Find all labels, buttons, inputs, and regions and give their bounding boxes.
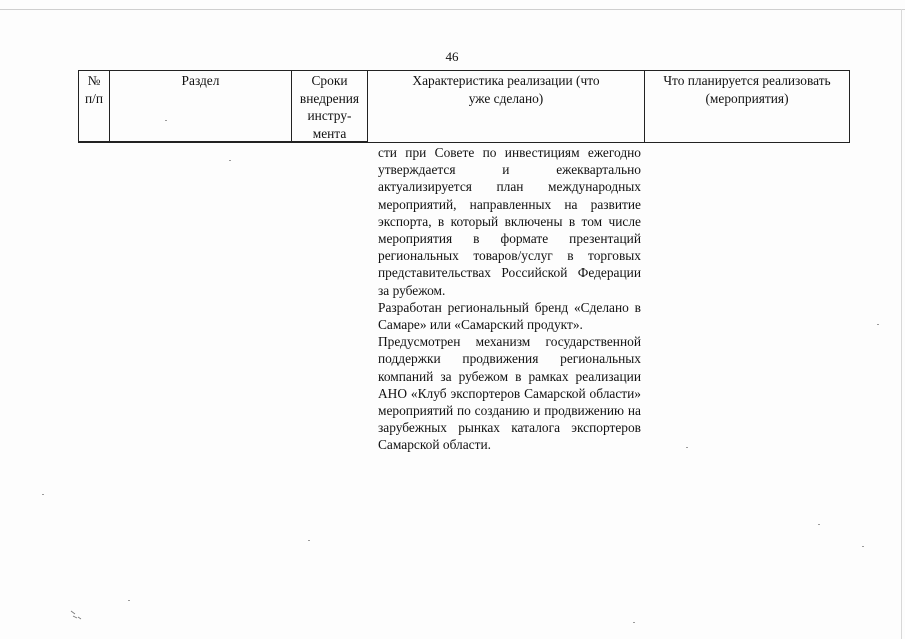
header-planned-label: Что планируется реализовать (мероприятия) [663,73,831,106]
scan-speck [633,622,635,623]
header-row [79,71,850,143]
characteristic-paragraph-3: Предусмотрен механизм государственной поддержки продвижения региональных компаний за рубежом в рамках реализации АНО «Клуб экспортеров Самарской области» мероприятий по созданию и продвижению на зарубежных рынках каталога экспортеров Самарской области. [378,334,641,453]
page-number: 46 [445,49,459,64]
scan-speck [128,600,130,601]
header-terms-label: Сроки внедрения инстру-мента [299,73,360,141]
scan-speck [165,120,167,121]
scan-edge-right [901,9,902,639]
table-header [78,70,850,143]
characteristic-paragraph-2: Разработан региональный бренд «Сделано в Самаре» или «Самарский продукт». [378,299,641,333]
header-num-label: № п/п [84,73,104,106]
characteristic-column [378,144,641,454]
scan-mark-icon [70,610,82,620]
scan-speck [818,524,820,525]
header-section-label: Раздел [181,73,220,88]
scan-speck [877,324,879,325]
header-characteristic-label: Характеристика реализации (что уже сделано) [412,73,600,106]
scan-speck [686,447,688,448]
scan-speck [308,540,310,541]
table-bottom-rule [78,141,367,142]
scan-speck [862,546,864,547]
scan-edge-top [0,9,905,10]
header-cell-planned [645,71,850,143]
header-cell-characteristic [368,71,645,143]
characteristic-paragraph-1: сти при Совете по инвестициям ежегодно утверждается и ежеквартально актуализируется план международных мероприятий, направленных на развитие экспорта, в который включены в том числе мероприятия в формате презентаций региональных товаров/услуг в торговых представительствах Российской Федерации за рубежом. [378,145,641,298]
scan-speck [229,160,231,161]
header-cell-terms [292,71,368,143]
header-cell-num [79,71,110,143]
scan-speck [42,494,44,495]
header-cell-section [110,71,292,143]
